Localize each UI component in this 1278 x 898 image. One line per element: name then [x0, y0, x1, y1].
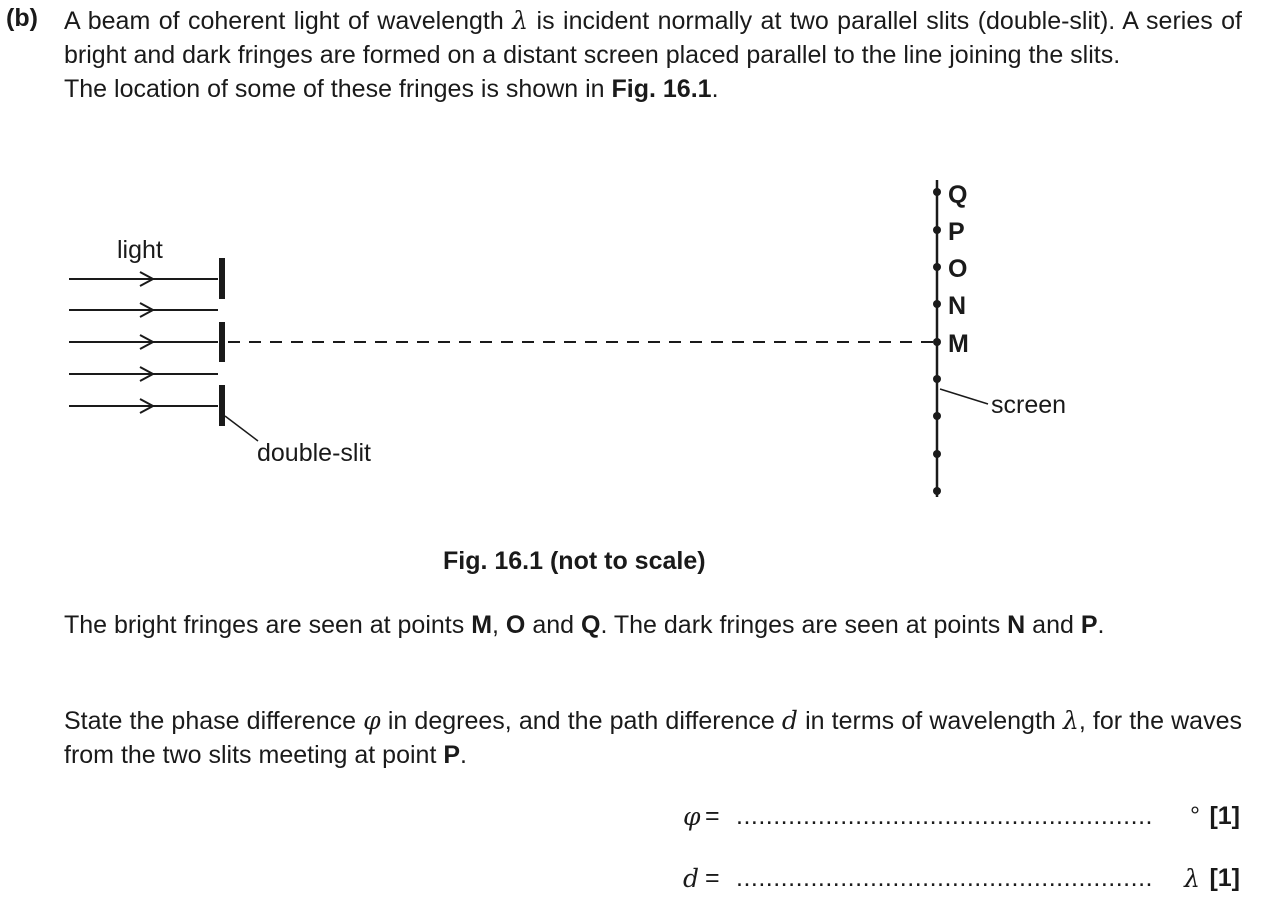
point-o-label: O: [948, 255, 968, 283]
double-slit-label: double-slit: [257, 439, 371, 467]
figure-reference: Fig. 16.1: [611, 75, 712, 103]
fringes-text: The bright fringes are seen at points: [64, 611, 472, 639]
point-m-label: M: [948, 330, 969, 358]
point-o-dot: [933, 263, 941, 271]
point-m-dot: [933, 338, 941, 346]
figure-caption: Fig. 16.1 (not to scale): [443, 547, 706, 575]
barrier-segment: [219, 258, 225, 299]
fringe-dot: [933, 412, 941, 420]
point-q-dot: [933, 188, 941, 196]
point-p-ref: P: [443, 741, 461, 769]
light-rays: [69, 272, 218, 413]
point-m-ref: M: [471, 611, 493, 639]
lambda-symbol: λ: [512, 6, 529, 35]
task-text: in terms of wavelength: [797, 707, 1063, 735]
task-text: State the phase difference: [64, 707, 364, 735]
point-n-ref: N: [1007, 611, 1026, 639]
lambda-symbol: λ: [1062, 706, 1079, 735]
equals-sign: =: [705, 802, 720, 830]
fringe-dot: [933, 450, 941, 458]
fringes-paragraph: [64, 608, 1242, 642]
point-q-ref: Q: [580, 611, 601, 639]
phi-symbol: φ: [363, 706, 381, 735]
fringes-text: . The dark fringes are seen at points: [600, 611, 1008, 639]
equals-sign: =: [705, 864, 720, 892]
phi-answer-field[interactable]: ........................................................: [736, 802, 1153, 830]
double-slit-leader: [225, 416, 258, 441]
double-slit-barrier: [219, 258, 225, 426]
intro-text-3: The location of some of these fringes is shown in: [64, 75, 612, 103]
intro-text-2: is incident normally at two parallel slits (double-slit). A series of bright and dark fringes are formed on a distant screen placed parallel to the line joining the slits.: [64, 7, 1243, 69]
fringe-dot: [933, 487, 941, 495]
d-marks: [1]: [1209, 864, 1240, 892]
screen-leader: [940, 389, 988, 404]
intro-text-4: .: [711, 75, 719, 103]
barrier-segment: [219, 385, 225, 426]
phi-marks: [1]: [1209, 802, 1240, 830]
d-answer-field[interactable]: ........................................................: [736, 864, 1153, 892]
phi-answer-line[interactable]: [0, 802, 1240, 836]
point-n-label: N: [948, 292, 967, 320]
point-q-label: Q: [948, 181, 968, 209]
task-text: .: [460, 741, 467, 769]
question-label: (b): [6, 4, 38, 32]
fringes-text: and: [525, 611, 581, 639]
fringes-text: .: [1097, 611, 1105, 639]
lambda-unit: λ: [1184, 864, 1200, 893]
task-text: , for the waves from the two slits meeting at point: [64, 707, 1242, 769]
phi-answer-symbol: φ: [683, 802, 701, 831]
d-answer-line[interactable]: [0, 864, 1240, 898]
barrier-segment: [219, 322, 225, 362]
fringes-text: and: [1025, 611, 1081, 639]
task-paragraph: [64, 704, 1242, 772]
d-answer-symbol: d: [683, 864, 700, 893]
point-o-ref: O: [505, 611, 526, 639]
task-text: in degrees, and the path difference: [380, 707, 782, 735]
point-p-label: P: [948, 218, 965, 246]
d-symbol: d: [781, 706, 798, 735]
fringe-dot: [933, 375, 941, 383]
intro-text-1: A beam of coherent light of wavelength: [64, 7, 513, 35]
fringes-text: ,: [492, 611, 506, 639]
degree-unit: °: [1190, 802, 1200, 830]
point-p-dot: [933, 226, 941, 234]
point-n-dot: [933, 300, 941, 308]
screen-label: screen: [991, 391, 1067, 419]
point-p-ref: P: [1080, 611, 1098, 639]
light-label: light: [117, 236, 163, 264]
